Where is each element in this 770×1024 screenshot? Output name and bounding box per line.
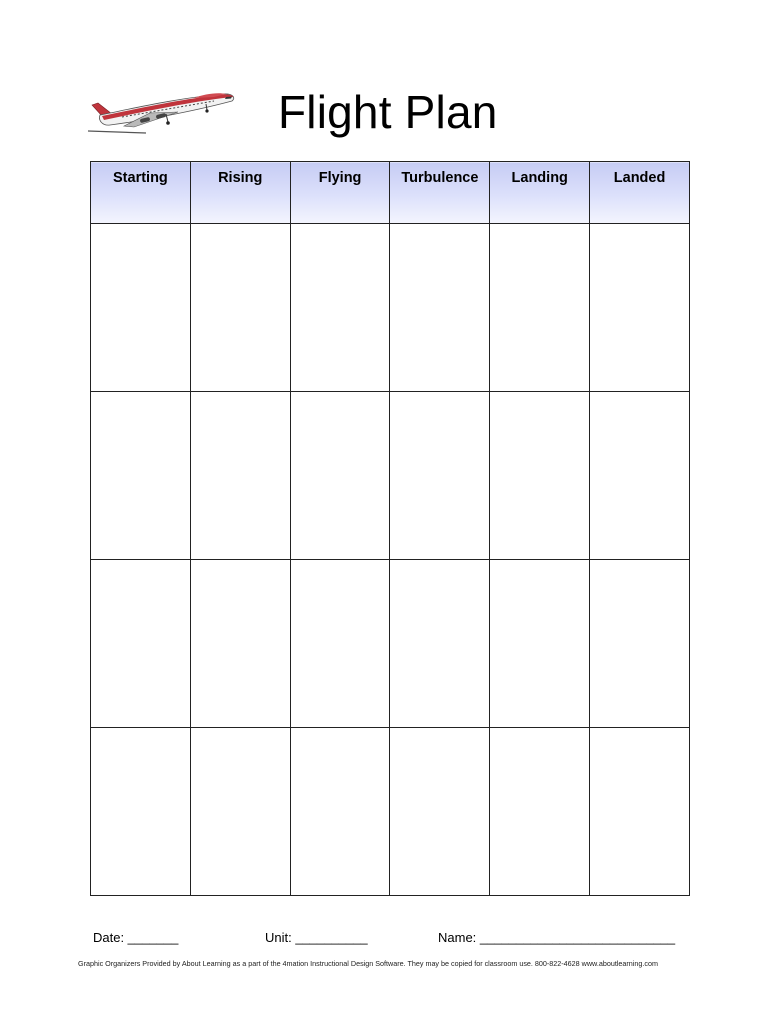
table-cell[interactable] [190, 392, 290, 560]
credit-line: Graphic Organizers Provided by About Learning as a part of the 4mation Instructional Design Software. They may be copied for classroom use. 800-822-4628 www.aboutlearning.com [78, 959, 658, 968]
table-cell[interactable] [490, 224, 590, 392]
table-cell[interactable] [490, 392, 590, 560]
table-cell[interactable] [490, 728, 590, 896]
column-header-landing: Landing [490, 162, 590, 224]
table-cell[interactable] [290, 560, 390, 728]
table-cell[interactable] [91, 392, 191, 560]
table-cell[interactable] [290, 392, 390, 560]
table-cell[interactable] [490, 560, 590, 728]
table-row [91, 392, 690, 560]
page-title: Flight Plan [278, 86, 498, 138]
airplane-image [86, 86, 238, 138]
footer-fields [93, 930, 693, 948]
table-cell[interactable] [190, 560, 290, 728]
table-cell[interactable] [390, 392, 490, 560]
table-cell[interactable] [290, 224, 390, 392]
header-row [91, 162, 690, 224]
table-row [91, 560, 690, 728]
table-cell[interactable] [290, 728, 390, 896]
table-cell[interactable] [390, 560, 490, 728]
column-header-turbulence: Turbulence [390, 162, 490, 224]
column-header-starting: Starting [91, 162, 191, 224]
column-header-landed: Landed [590, 162, 690, 224]
unit-field[interactable]: Unit: __________ [265, 930, 368, 945]
date-field[interactable]: Date: _______ [93, 930, 179, 945]
table-cell[interactable] [590, 560, 690, 728]
table-cell[interactable] [190, 728, 290, 896]
table-cell[interactable] [190, 224, 290, 392]
column-header-rising: Rising [190, 162, 290, 224]
table-cell[interactable] [91, 728, 191, 896]
table-cell[interactable] [91, 224, 191, 392]
column-header-flying: Flying [290, 162, 390, 224]
name-field[interactable]: Name: ___________________________ [438, 930, 676, 945]
table-row [91, 728, 690, 896]
flight-plan-table [90, 161, 690, 896]
table-cell[interactable] [590, 224, 690, 392]
table-cell[interactable] [390, 224, 490, 392]
table-cell[interactable] [91, 560, 191, 728]
table-cell[interactable] [590, 728, 690, 896]
table-cell[interactable] [590, 392, 690, 560]
table-row [91, 224, 690, 392]
table-cell[interactable] [390, 728, 490, 896]
